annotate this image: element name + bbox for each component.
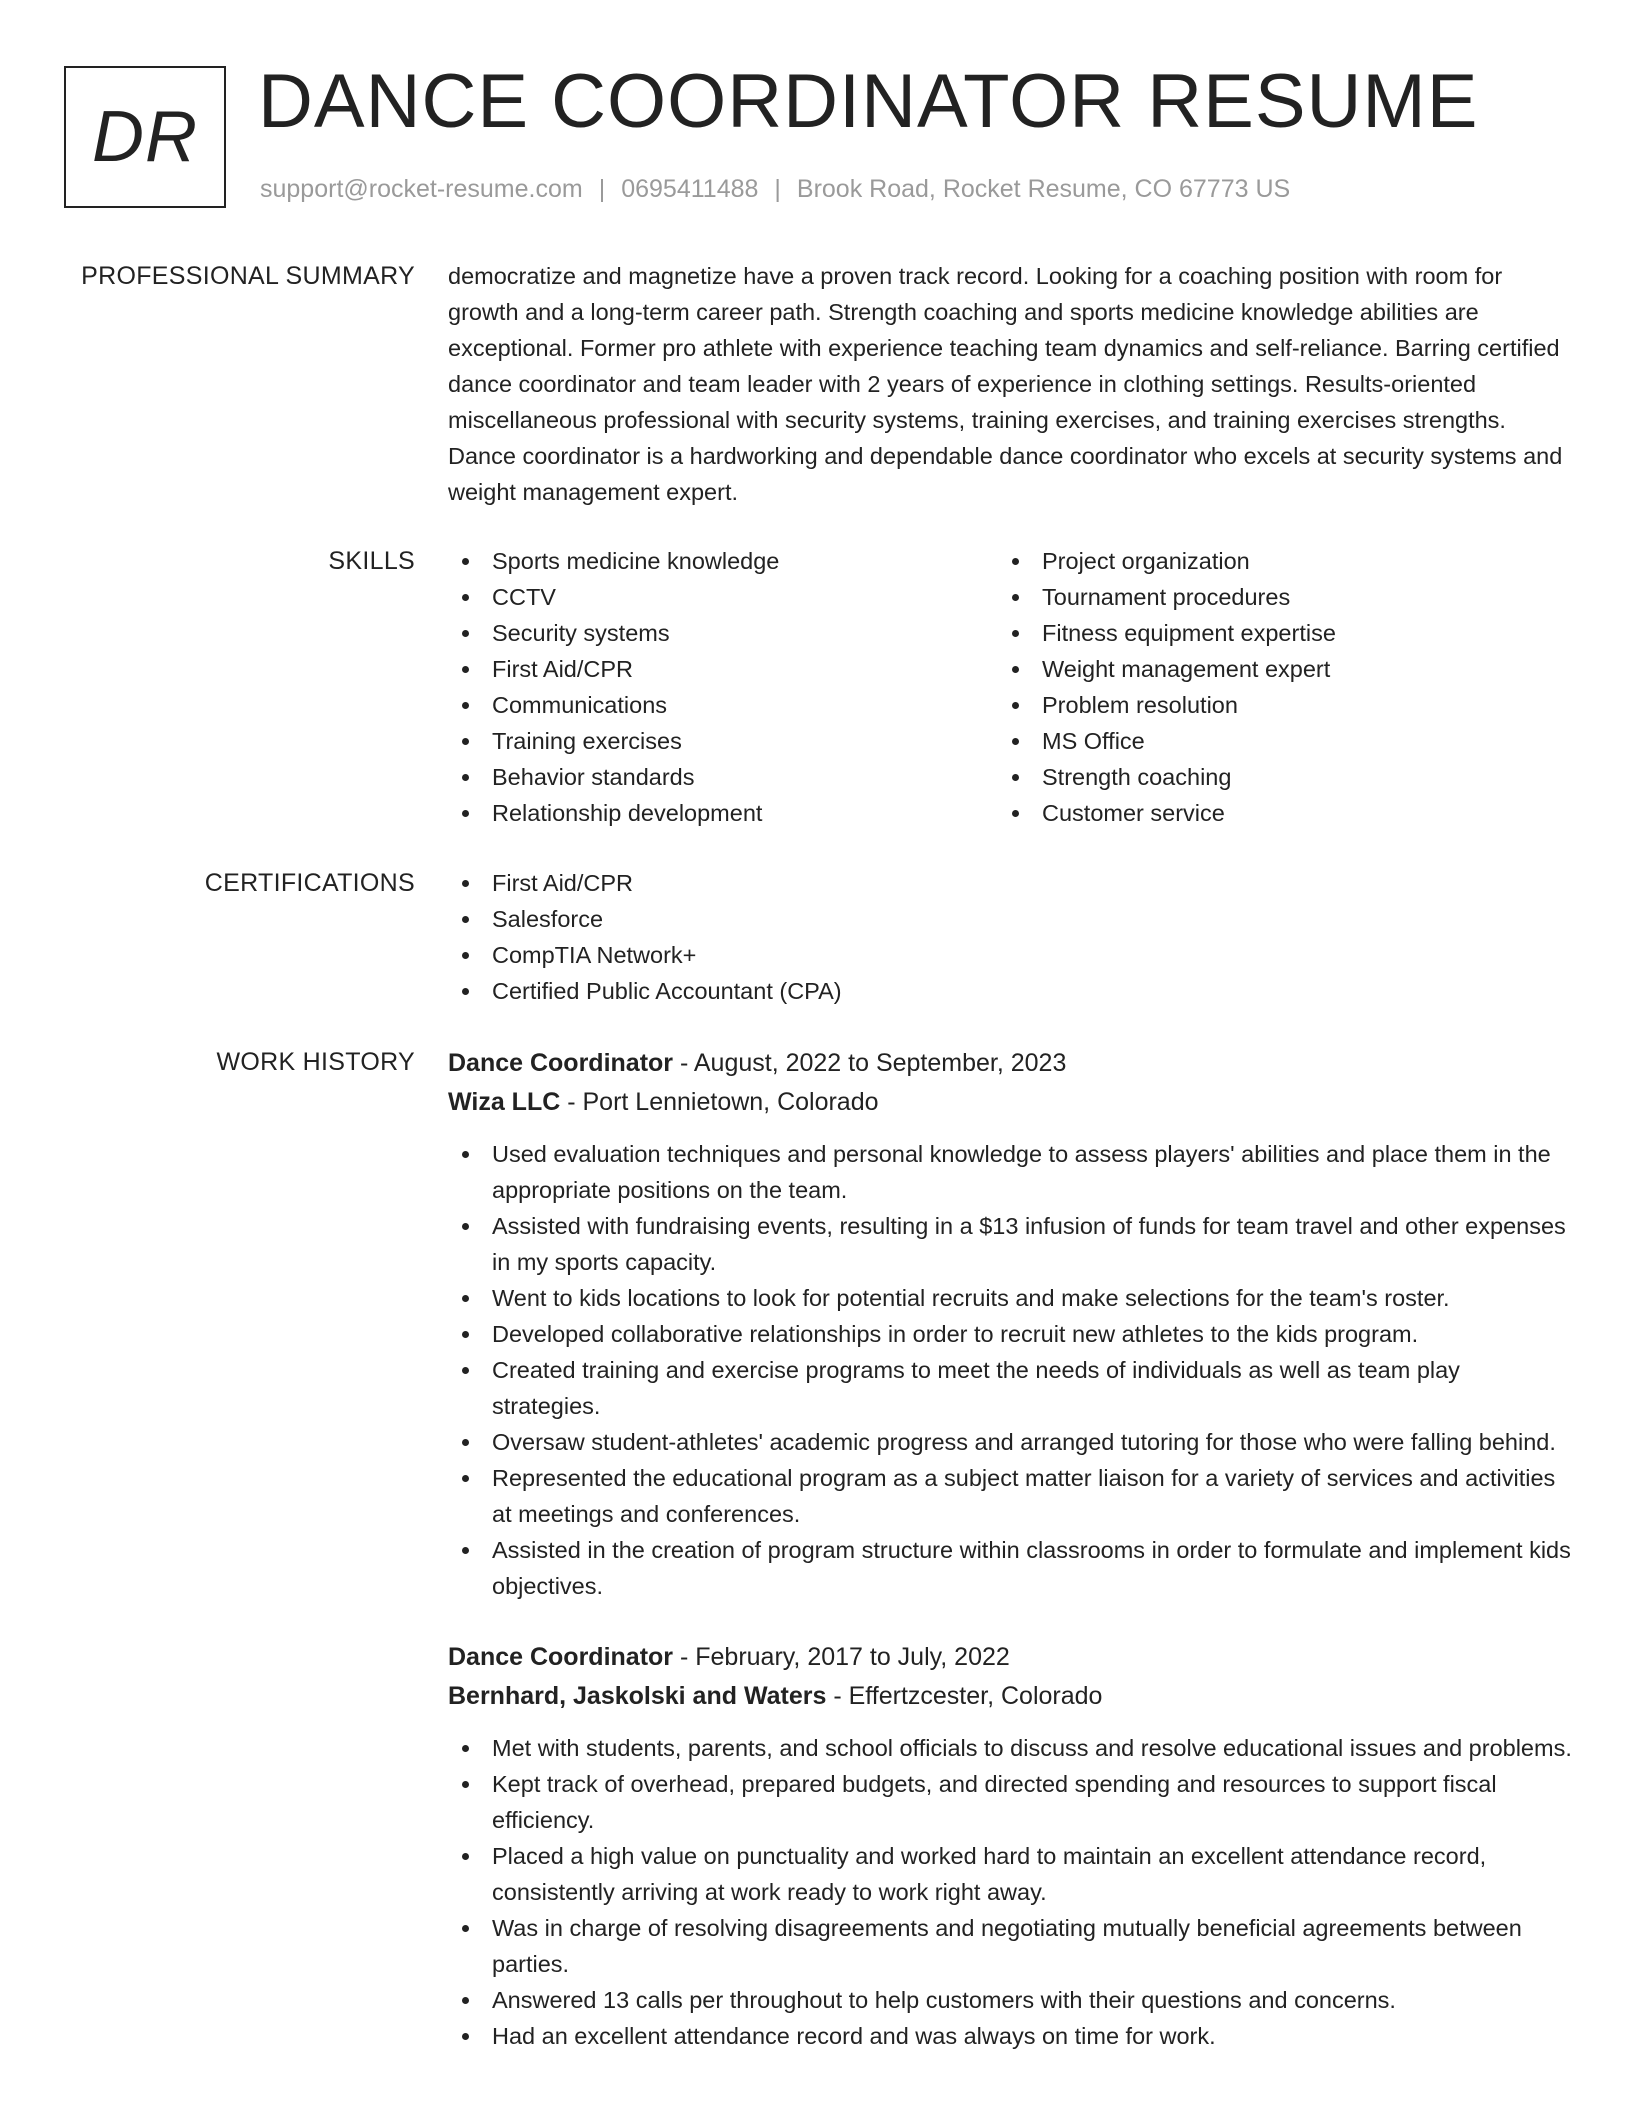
skill-item: Project organization (998, 543, 1548, 579)
certification-item: Salesforce (448, 901, 1572, 937)
skill-item: CCTV (448, 579, 998, 615)
job-location: - Effertzcester, Colorado (826, 1682, 1103, 1710)
resume-title: DANCE COORDINATOR RESUME (258, 59, 1479, 144)
contact-address: Brook Road, Rocket Resume, CO 67773 US (796, 175, 1291, 203)
skill-item: Fitness equipment expertise (998, 615, 1548, 651)
work-history-heading: WORK HISTORY (216, 1048, 415, 1076)
job-company: Bernhard, Jaskolski and Waters (448, 1682, 827, 1710)
skill-item: MS Office (998, 723, 1548, 759)
skill-item: Problem resolution (998, 687, 1548, 723)
contact-separator: | (598, 175, 606, 203)
summary-heading: PROFESSIONAL SUMMARY (81, 262, 415, 290)
job-title: Dance Coordinator (448, 1049, 674, 1077)
certifications-body (448, 865, 1572, 1009)
job-duty-item: Created training and exercise programs to meet the needs of individuals as well as team play strategies. (448, 1352, 1572, 1424)
job-entry (448, 1638, 1572, 2054)
contact-phone[interactable]: 0695411488 (621, 175, 759, 203)
job-duty-item: Answered 13 calls per throughout to help customers with their questions and concerns. (448, 1982, 1572, 2018)
job-duty-item: Assisted with fundraising events, resulting in a $13 infusion of funds for team travel and other expenses in my sports capacity. (448, 1208, 1572, 1280)
job-duty-item: Represented the educational program as a subject matter liaison for a variety of services and activities at meetings and conferences. (448, 1460, 1572, 1532)
skills-column-1 (448, 543, 998, 831)
contact-line (260, 172, 1290, 206)
job-duty-item: Developed collaborative relationships in order to recruit new athletes to the kids program. (448, 1316, 1572, 1352)
job-duty-item: Used evaluation techniques and personal knowledge to assess players' abilities and place them in the appropriate positions on the team. (448, 1136, 1572, 1208)
skill-item: Security systems (448, 615, 998, 651)
job-duties-list (448, 1136, 1572, 1604)
summary-body (448, 258, 1572, 510)
job-company-line (448, 1083, 1572, 1122)
skills-column-2 (998, 543, 1548, 831)
certification-item: CompTIA Network+ (448, 937, 1572, 973)
resume-header (0, 0, 1632, 240)
skill-item: Communications (448, 687, 998, 723)
job-title-line (448, 1638, 1572, 1677)
job-location: - Port Lennietown, Colorado (560, 1088, 879, 1116)
job-title: Dance Coordinator (448, 1643, 674, 1671)
skill-item: Behavior standards (448, 759, 998, 795)
job-duty-item: Assisted in the creation of program structure within classrooms in order to formulate and implement kids objectives. (448, 1532, 1572, 1604)
job-duties-list (448, 1730, 1572, 2054)
skills-grid (448, 543, 1572, 831)
work-history-body (448, 1044, 1572, 2088)
summary-text: democratize and magnetize have a proven track record. Looking for a coaching position with room for growth and a long-term career path. Strength coaching and sports medicine knowledge abilities are exceptional. Former pro athlete with experience teaching team dynamics and self-reliance. Barring certified dance coordinator and team leader with 2 years of experience in clothing settings. Results-oriented miscellaneous professional with security systems, training exercises, and training exercises strengths. Dance coordinator is a hardworking and dependable dance coordinator who excels at security systems and weight management expert. (448, 263, 1563, 505)
job-duty-item: Had an excellent attendance record and was always on time for work. (448, 2018, 1572, 2054)
skill-item: Training exercises (448, 723, 998, 759)
skill-item: Tournament procedures (998, 579, 1548, 615)
job-duty-item: Kept track of overhead, prepared budgets, and directed spending and resources to support fiscal efficiency. (448, 1766, 1572, 1838)
job-dates: - February, 2017 to July, 2022 (673, 1643, 1010, 1671)
job-company: Wiza LLC (448, 1088, 561, 1116)
contact-separator: | (774, 175, 781, 203)
skills-heading: SKILLS (328, 547, 415, 575)
certification-item: Certified Public Accountant (CPA) (448, 973, 1572, 1009)
skill-item: First Aid/CPR (448, 651, 998, 687)
job-dates: - August, 2022 to September, 2023 (673, 1049, 1067, 1077)
job-duty-item: Was in charge of resolving disagreements and negotiating mutually beneficial agreements between parties. (448, 1910, 1572, 1982)
job-duty-item: Went to kids locations to look for potential recruits and make selections for the team's roster. (448, 1280, 1572, 1316)
job-title-line (448, 1044, 1572, 1083)
certification-item: First Aid/CPR (448, 865, 1572, 901)
monogram-badge: DR (64, 66, 226, 208)
skills-body (448, 543, 1572, 831)
job-duty-item: Placed a high value on punctuality and worked hard to maintain an excellent attendance record, consistently arriving at work ready to work right away. (448, 1838, 1572, 1910)
certifications-list (448, 865, 1572, 1009)
certifications-heading: CERTIFICATIONS (204, 869, 415, 897)
job-company-line (448, 1677, 1572, 1716)
skill-item: Sports medicine knowledge (448, 543, 998, 579)
contact-email[interactable]: support@rocket-resume.com (260, 175, 583, 203)
skill-item: Weight management expert (998, 651, 1548, 687)
job-duty-item: Met with students, parents, and school officials to discuss and resolve educational issues and problems. (448, 1730, 1572, 1766)
job-entry (448, 1044, 1572, 1604)
job-duty-item: Oversaw student-athletes' academic progress and arranged tutoring for those who were falling behind. (448, 1424, 1572, 1460)
skill-item: Strength coaching (998, 759, 1548, 795)
skill-item: Customer service (998, 795, 1548, 831)
skill-item: Relationship development (448, 795, 998, 831)
